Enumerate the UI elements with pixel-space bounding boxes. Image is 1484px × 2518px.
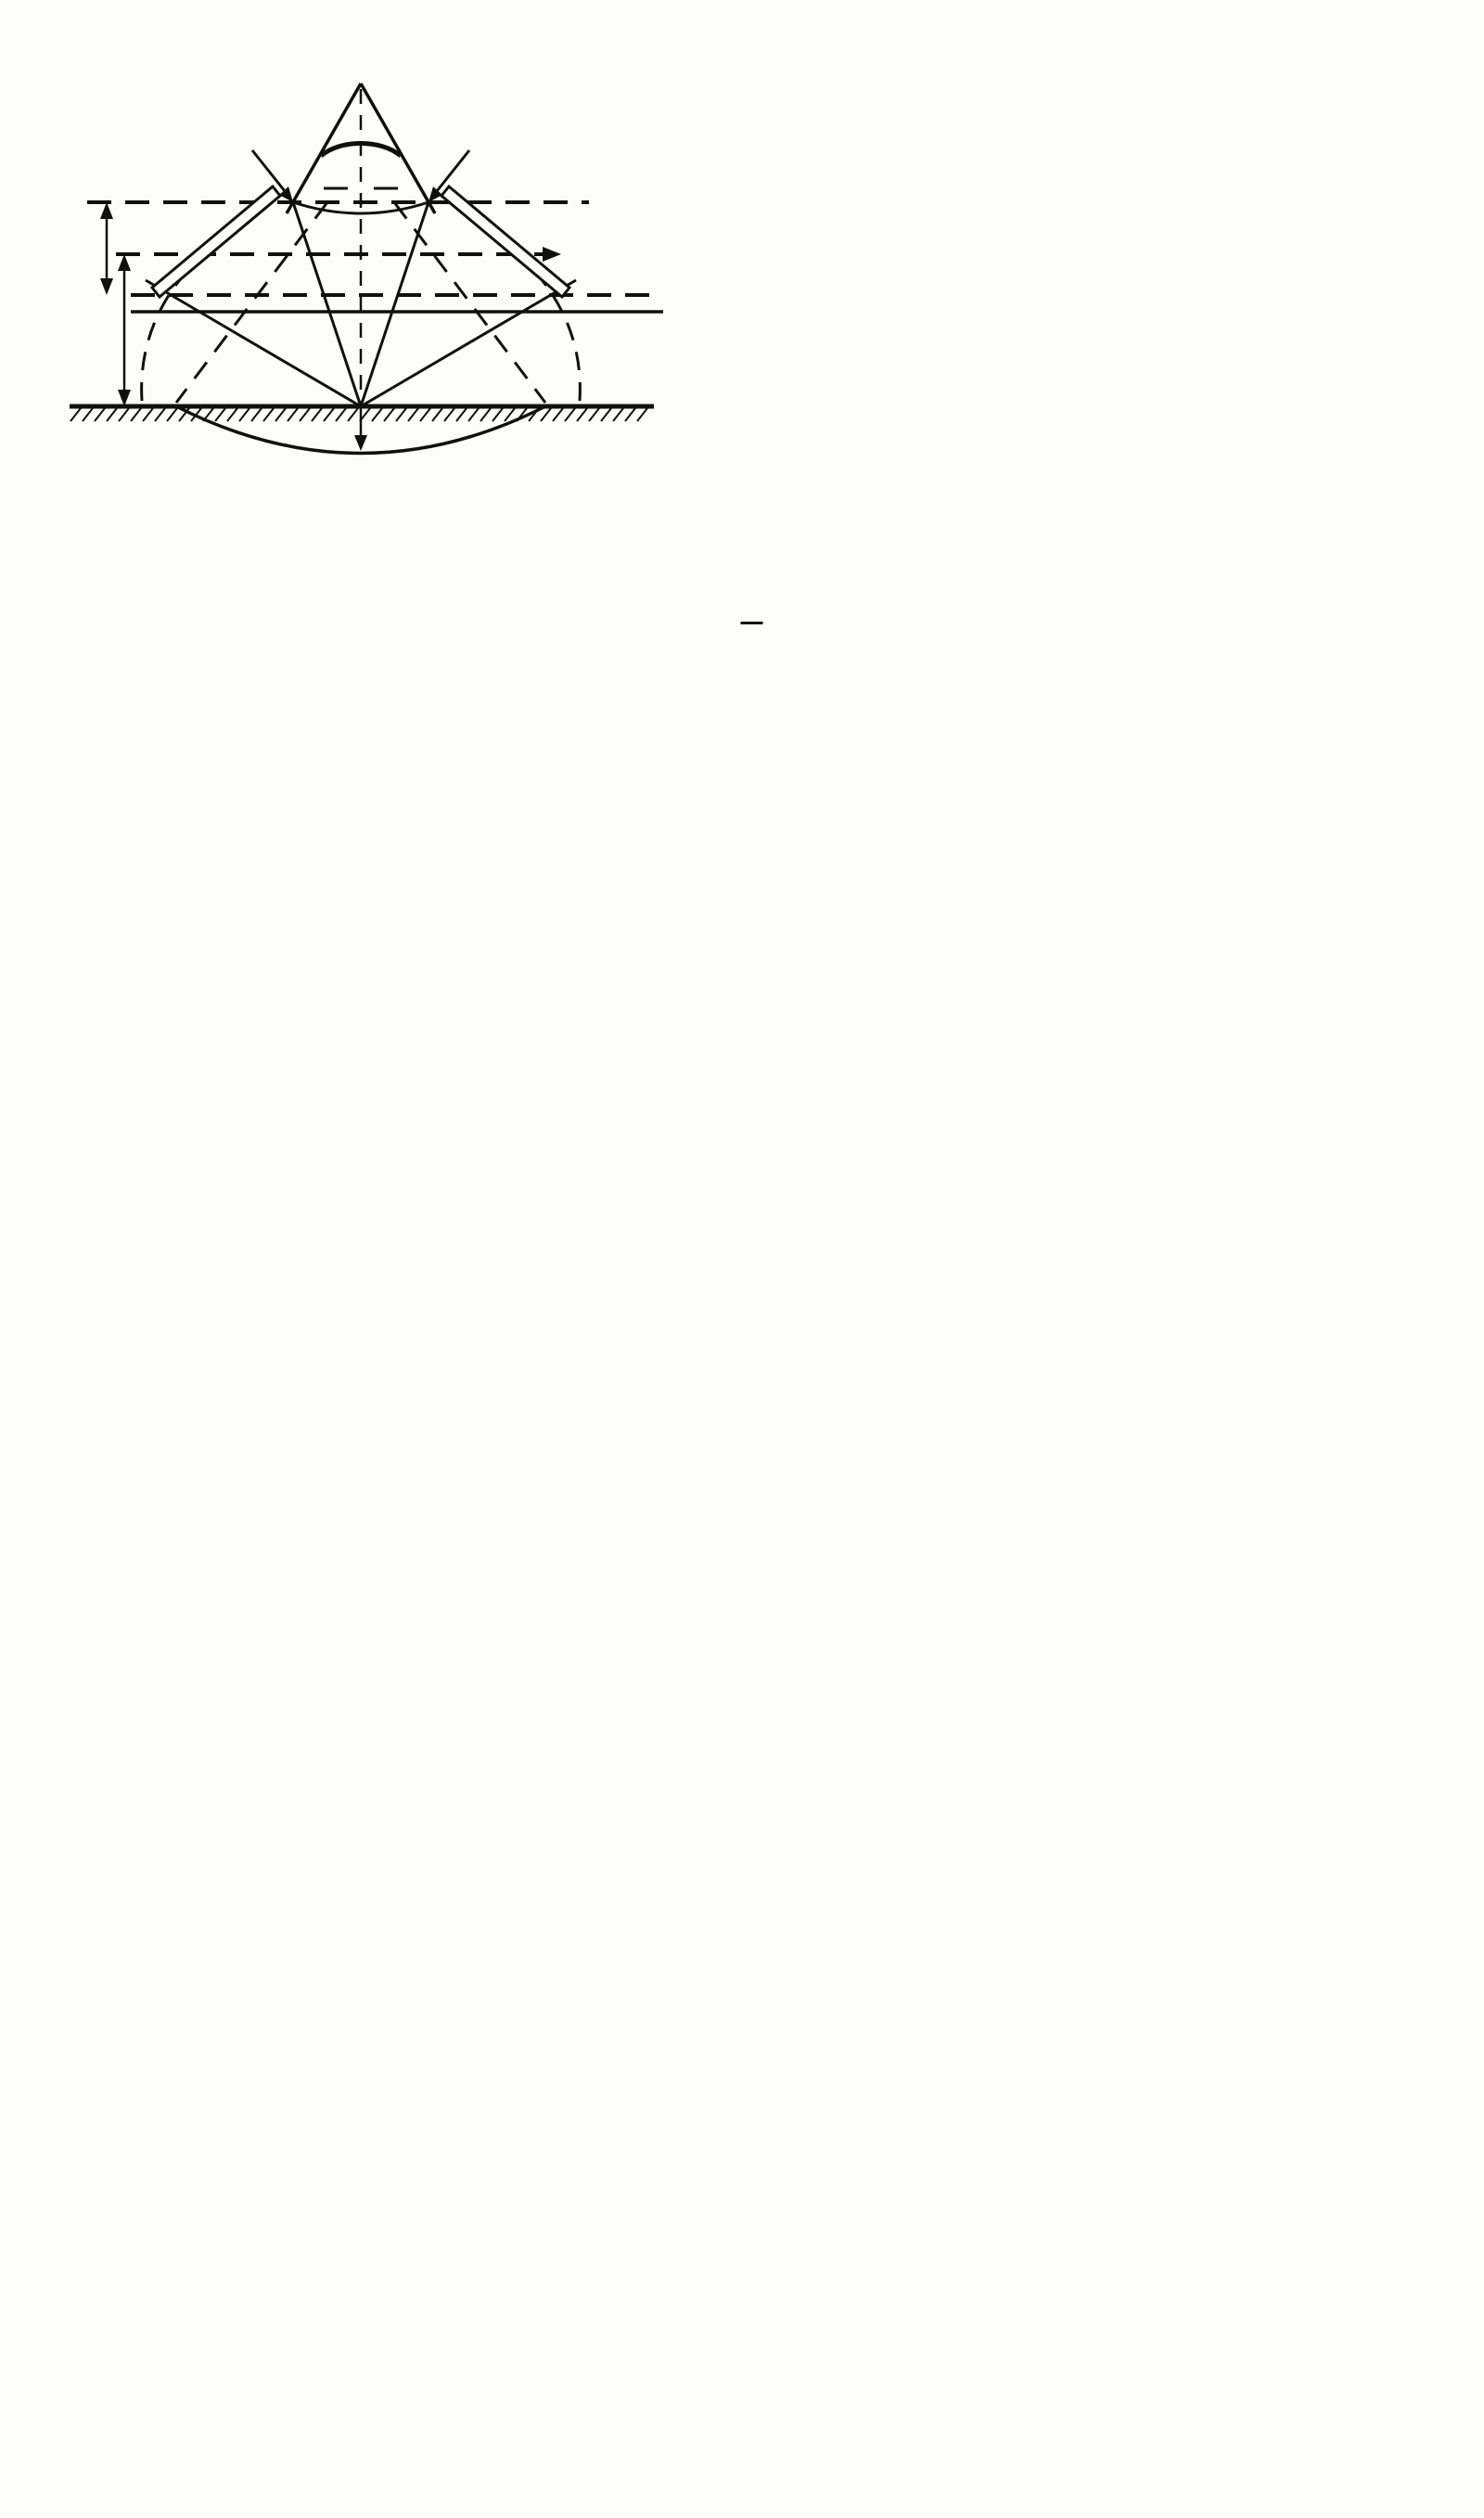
equation-30-1 <box>53 522 1431 678</box>
r-arrow-head <box>543 247 561 262</box>
formula-denominator <box>741 622 763 630</box>
h1-arrow-bottom <box>100 278 113 295</box>
figure-30-1-diagram <box>53 32 665 468</box>
figure-block <box>53 32 680 504</box>
ray-left-outer <box>146 280 361 406</box>
ray-right-outer <box>361 280 576 406</box>
H1-arrow-top <box>118 254 131 271</box>
beam-cone-left <box>287 84 361 213</box>
book-page <box>0 0 1484 678</box>
ground-hatching <box>70 408 647 421</box>
beam-cone-right <box>361 84 435 213</box>
h-arrow-head <box>354 435 367 451</box>
figure-and-text-row <box>53 32 1431 504</box>
h1-arrow-top <box>100 202 113 219</box>
H1-arrow-bottom <box>118 390 131 406</box>
formula-numerator <box>741 558 763 622</box>
formula-fraction <box>741 558 763 630</box>
formula-body <box>712 558 773 630</box>
